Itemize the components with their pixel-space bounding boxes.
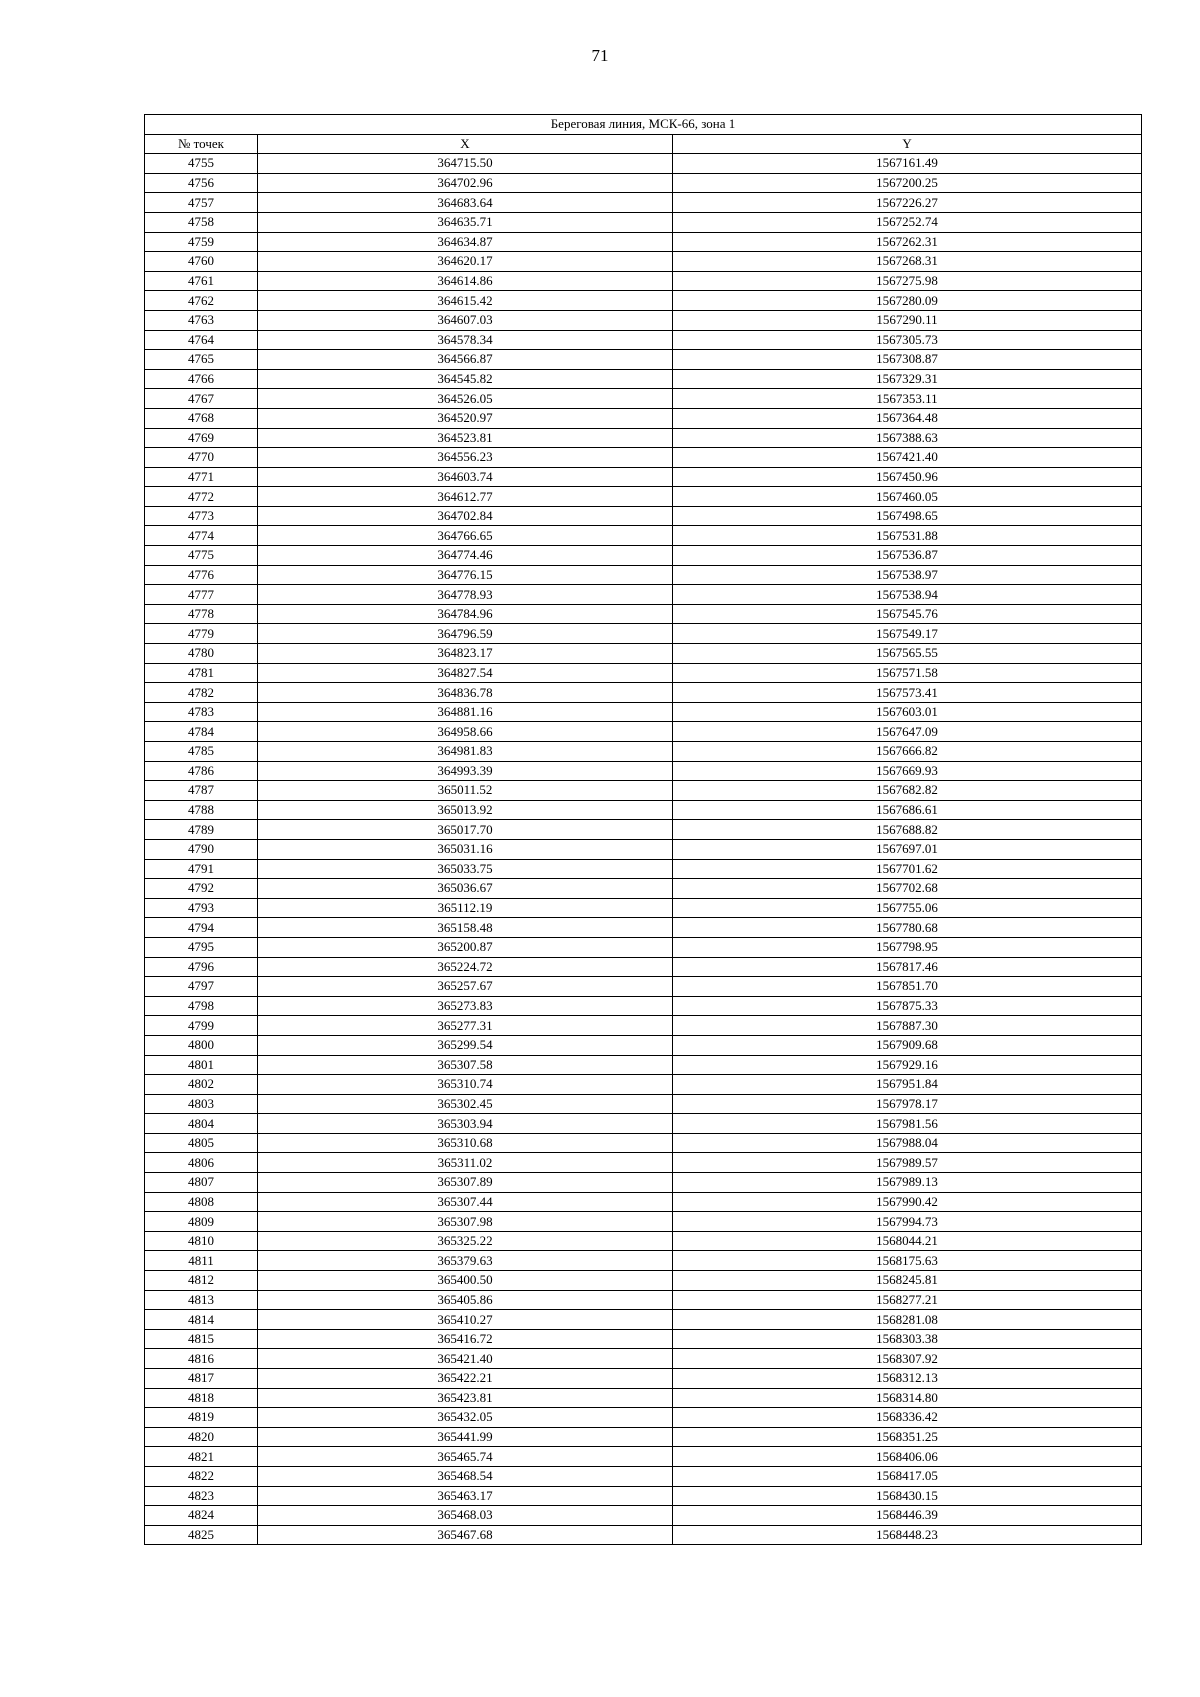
y-cell: 1567565.55	[673, 644, 1142, 664]
point-number-cell: 4784	[145, 722, 258, 742]
table-row	[145, 1153, 1142, 1173]
table-row	[145, 173, 1142, 193]
y-cell: 1567538.97	[673, 565, 1142, 585]
point-number-cell: 4757	[145, 193, 258, 213]
table-row	[145, 1055, 1142, 1075]
y-cell: 1567994.73	[673, 1212, 1142, 1232]
x-cell: 364526.05	[258, 389, 673, 409]
table-row	[145, 839, 1142, 859]
x-cell: 365307.98	[258, 1212, 673, 1232]
point-number-cell: 4788	[145, 800, 258, 820]
y-cell: 1567421.40	[673, 448, 1142, 468]
y-cell: 1567329.31	[673, 369, 1142, 389]
point-number-cell: 4786	[145, 761, 258, 781]
table-row	[145, 722, 1142, 742]
table-row	[145, 1349, 1142, 1369]
table-row	[145, 1094, 1142, 1114]
point-number-cell: 4776	[145, 565, 258, 585]
y-cell: 1568281.08	[673, 1310, 1142, 1330]
y-cell: 1567226.27	[673, 193, 1142, 213]
point-number-cell: 4780	[145, 644, 258, 664]
x-cell: 365405.86	[258, 1290, 673, 1310]
point-number-cell: 4761	[145, 271, 258, 291]
table-row	[145, 448, 1142, 468]
point-number-cell: 4815	[145, 1329, 258, 1349]
x-cell: 365310.68	[258, 1133, 673, 1153]
table-row	[145, 1192, 1142, 1212]
x-cell: 364603.74	[258, 467, 673, 487]
table-row	[145, 624, 1142, 644]
x-cell: 365311.02	[258, 1153, 673, 1173]
point-number-cell: 4779	[145, 624, 258, 644]
table-row	[145, 1251, 1142, 1271]
point-number-cell: 4803	[145, 1094, 258, 1114]
point-number-cell: 4805	[145, 1133, 258, 1153]
table-row	[145, 193, 1142, 213]
point-number-cell: 4759	[145, 232, 258, 252]
table-row	[145, 350, 1142, 370]
table-row	[145, 1016, 1142, 1036]
table-row	[145, 1408, 1142, 1428]
y-cell: 1567647.09	[673, 722, 1142, 742]
table-row	[145, 1271, 1142, 1291]
y-cell: 1568336.42	[673, 1408, 1142, 1428]
point-number-cell: 4775	[145, 546, 258, 566]
point-number-cell: 4782	[145, 683, 258, 703]
point-number-cell: 4773	[145, 506, 258, 526]
x-cell: 365325.22	[258, 1231, 673, 1251]
table-row	[145, 1506, 1142, 1526]
table-row	[145, 1447, 1142, 1467]
table-row	[145, 487, 1142, 507]
table-row	[145, 937, 1142, 957]
table-row	[145, 663, 1142, 683]
y-cell: 1567875.33	[673, 996, 1142, 1016]
point-number-cell: 4817	[145, 1369, 258, 1389]
x-cell: 364578.34	[258, 330, 673, 350]
table-row	[145, 761, 1142, 781]
y-cell: 1567571.58	[673, 663, 1142, 683]
table-row	[145, 1290, 1142, 1310]
table-row	[145, 271, 1142, 291]
table-row	[145, 1466, 1142, 1486]
x-cell: 365410.27	[258, 1310, 673, 1330]
x-cell: 364612.77	[258, 487, 673, 507]
x-cell: 364778.93	[258, 585, 673, 605]
y-cell: 1567887.30	[673, 1016, 1142, 1036]
y-cell: 1568307.92	[673, 1349, 1142, 1369]
point-number-cell: 4823	[145, 1486, 258, 1506]
point-number-cell: 4765	[145, 350, 258, 370]
point-number-cell: 4785	[145, 742, 258, 762]
x-cell: 364615.42	[258, 291, 673, 311]
x-cell: 364784.96	[258, 604, 673, 624]
point-number-cell: 4802	[145, 1075, 258, 1095]
table-row	[145, 820, 1142, 840]
table-row	[145, 1075, 1142, 1095]
point-number-cell: 4818	[145, 1388, 258, 1408]
x-cell: 364715.50	[258, 154, 673, 174]
y-cell: 1567498.65	[673, 506, 1142, 526]
x-cell: 365257.67	[258, 977, 673, 997]
table-row	[145, 252, 1142, 272]
y-cell: 1567200.25	[673, 173, 1142, 193]
y-cell: 1568446.39	[673, 1506, 1142, 1526]
point-number-cell: 4787	[145, 781, 258, 801]
table-row	[145, 918, 1142, 938]
x-cell: 364620.17	[258, 252, 673, 272]
y-cell: 1568245.81	[673, 1271, 1142, 1291]
point-number-cell: 4809	[145, 1212, 258, 1232]
point-number-cell: 4810	[145, 1231, 258, 1251]
point-number-cell: 4822	[145, 1466, 258, 1486]
point-number-cell: 4819	[145, 1408, 258, 1428]
y-cell: 1568175.63	[673, 1251, 1142, 1271]
table-row	[145, 977, 1142, 997]
x-cell: 364774.46	[258, 546, 673, 566]
table-row	[145, 212, 1142, 232]
x-cell: 364766.65	[258, 526, 673, 546]
y-cell: 1567262.31	[673, 232, 1142, 252]
table-row	[145, 1231, 1142, 1251]
y-cell: 1568303.38	[673, 1329, 1142, 1349]
table-row	[145, 702, 1142, 722]
table-row	[145, 585, 1142, 605]
table-row	[145, 800, 1142, 820]
point-number-cell: 4807	[145, 1173, 258, 1193]
point-number-cell: 4792	[145, 879, 258, 899]
x-cell: 364823.17	[258, 644, 673, 664]
x-cell: 365112.19	[258, 898, 673, 918]
y-cell: 1567545.76	[673, 604, 1142, 624]
point-number-cell: 4796	[145, 957, 258, 977]
y-cell: 1567669.93	[673, 761, 1142, 781]
table-row	[145, 1525, 1142, 1545]
x-cell: 365011.52	[258, 781, 673, 801]
y-cell: 1568044.21	[673, 1231, 1142, 1251]
x-cell: 365307.44	[258, 1192, 673, 1212]
point-number-cell: 4820	[145, 1427, 258, 1447]
x-cell: 365299.54	[258, 1035, 673, 1055]
y-cell: 1567275.98	[673, 271, 1142, 291]
point-number-cell: 4795	[145, 937, 258, 957]
y-cell: 1567308.87	[673, 350, 1142, 370]
point-number-cell: 4767	[145, 389, 258, 409]
point-number-cell: 4801	[145, 1055, 258, 1075]
y-cell: 1567798.95	[673, 937, 1142, 957]
y-cell: 1567981.56	[673, 1114, 1142, 1134]
y-cell: 1568417.05	[673, 1466, 1142, 1486]
y-cell: 1567290.11	[673, 310, 1142, 330]
point-number-cell: 4794	[145, 918, 258, 938]
x-cell: 365422.21	[258, 1369, 673, 1389]
table-row	[145, 369, 1142, 389]
y-cell: 1567161.49	[673, 154, 1142, 174]
x-cell: 365158.48	[258, 918, 673, 938]
x-cell: 364881.16	[258, 702, 673, 722]
y-cell: 1567538.94	[673, 585, 1142, 605]
point-number-cell: 4766	[145, 369, 258, 389]
table-title: Береговая линия, МСК-66, зона 1	[145, 115, 1142, 135]
x-cell: 365463.17	[258, 1486, 673, 1506]
x-cell: 364776.15	[258, 565, 673, 585]
x-cell: 365200.87	[258, 937, 673, 957]
point-number-cell: 4760	[145, 252, 258, 272]
y-cell: 1567666.82	[673, 742, 1142, 762]
point-number-cell: 4756	[145, 173, 258, 193]
x-cell: 364827.54	[258, 663, 673, 683]
table-row	[145, 996, 1142, 1016]
x-cell: 365432.05	[258, 1408, 673, 1428]
y-cell: 1568277.21	[673, 1290, 1142, 1310]
y-cell: 1568448.23	[673, 1525, 1142, 1545]
x-cell: 365033.75	[258, 859, 673, 879]
table-row	[145, 1035, 1142, 1055]
point-number-cell: 4816	[145, 1349, 258, 1369]
point-number-cell: 4781	[145, 663, 258, 683]
y-cell: 1567702.68	[673, 879, 1142, 899]
x-cell: 364958.66	[258, 722, 673, 742]
column-header-point-number: № точек	[145, 134, 258, 154]
point-number-cell: 4824	[145, 1506, 258, 1526]
x-cell: 365421.40	[258, 1349, 673, 1369]
y-cell: 1567929.16	[673, 1055, 1142, 1075]
point-number-cell: 4770	[145, 448, 258, 468]
point-number-cell: 4764	[145, 330, 258, 350]
x-cell: 365465.74	[258, 1447, 673, 1467]
y-cell: 1567450.96	[673, 467, 1142, 487]
table-row	[145, 310, 1142, 330]
table-row	[145, 898, 1142, 918]
point-number-cell: 4812	[145, 1271, 258, 1291]
table-row	[145, 957, 1142, 977]
x-cell: 364635.71	[258, 212, 673, 232]
table-header-row	[145, 134, 1142, 154]
y-cell: 1567780.68	[673, 918, 1142, 938]
x-cell: 365441.99	[258, 1427, 673, 1447]
point-number-cell: 4758	[145, 212, 258, 232]
x-cell: 365310.74	[258, 1075, 673, 1095]
y-cell: 1568406.06	[673, 1447, 1142, 1467]
table-title-row	[145, 115, 1142, 135]
point-number-cell: 4768	[145, 408, 258, 428]
y-cell: 1568351.25	[673, 1427, 1142, 1447]
point-number-cell: 4762	[145, 291, 258, 311]
table-row	[145, 526, 1142, 546]
x-cell: 365224.72	[258, 957, 673, 977]
y-cell: 1567951.84	[673, 1075, 1142, 1095]
x-cell: 365277.31	[258, 1016, 673, 1036]
table-row	[145, 1369, 1142, 1389]
y-cell: 1567268.31	[673, 252, 1142, 272]
point-number-cell: 4806	[145, 1153, 258, 1173]
point-number-cell: 4771	[145, 467, 258, 487]
table-row	[145, 1114, 1142, 1134]
x-cell: 364607.03	[258, 310, 673, 330]
table-row	[145, 389, 1142, 409]
y-cell: 1567990.42	[673, 1192, 1142, 1212]
point-number-cell: 4777	[145, 585, 258, 605]
y-cell: 1568312.13	[673, 1369, 1142, 1389]
x-cell: 364702.96	[258, 173, 673, 193]
x-cell: 365036.67	[258, 879, 673, 899]
y-cell: 1567688.82	[673, 820, 1142, 840]
table-row	[145, 781, 1142, 801]
x-cell: 364566.87	[258, 350, 673, 370]
point-number-cell: 4800	[145, 1035, 258, 1055]
point-number-cell: 4769	[145, 428, 258, 448]
point-number-cell: 4821	[145, 1447, 258, 1467]
table-row	[145, 1486, 1142, 1506]
y-cell: 1567817.46	[673, 957, 1142, 977]
x-cell: 364545.82	[258, 369, 673, 389]
x-cell: 364796.59	[258, 624, 673, 644]
y-cell: 1567989.57	[673, 1153, 1142, 1173]
table-row	[145, 565, 1142, 585]
y-cell: 1567755.06	[673, 898, 1142, 918]
point-number-cell: 4783	[145, 702, 258, 722]
x-cell: 365307.89	[258, 1173, 673, 1193]
y-cell: 1567388.63	[673, 428, 1142, 448]
x-cell: 364520.97	[258, 408, 673, 428]
point-number-cell: 4804	[145, 1114, 258, 1134]
column-header-x: X	[258, 134, 673, 154]
point-number-cell: 4763	[145, 310, 258, 330]
y-cell: 1567909.68	[673, 1035, 1142, 1055]
x-cell: 365467.68	[258, 1525, 673, 1545]
y-cell: 1567252.74	[673, 212, 1142, 232]
y-cell: 1567460.05	[673, 487, 1142, 507]
table-row	[145, 742, 1142, 762]
point-number-cell: 4797	[145, 977, 258, 997]
y-cell: 1567549.17	[673, 624, 1142, 644]
table-row	[145, 1427, 1142, 1447]
page-number: 71	[591, 46, 609, 65]
table-row	[145, 408, 1142, 428]
table-row	[145, 154, 1142, 174]
y-cell: 1567536.87	[673, 546, 1142, 566]
y-cell: 1567989.13	[673, 1173, 1142, 1193]
point-number-cell: 4755	[145, 154, 258, 174]
y-cell: 1567988.04	[673, 1133, 1142, 1153]
table-row	[145, 232, 1142, 252]
point-number-cell: 4813	[145, 1290, 258, 1310]
x-cell: 364836.78	[258, 683, 673, 703]
point-number-cell: 4774	[145, 526, 258, 546]
x-cell: 364981.83	[258, 742, 673, 762]
point-number-cell: 4791	[145, 859, 258, 879]
x-cell: 365400.50	[258, 1271, 673, 1291]
y-cell: 1567851.70	[673, 977, 1142, 997]
point-number-cell: 4793	[145, 898, 258, 918]
table-row	[145, 291, 1142, 311]
x-cell: 365031.16	[258, 839, 673, 859]
table-row	[145, 604, 1142, 624]
x-cell: 365423.81	[258, 1388, 673, 1408]
x-cell: 364614.86	[258, 271, 673, 291]
y-cell: 1568430.15	[673, 1486, 1142, 1506]
y-cell: 1567686.61	[673, 800, 1142, 820]
point-number-cell: 4790	[145, 839, 258, 859]
table-row	[145, 1173, 1142, 1193]
table-row	[145, 1388, 1142, 1408]
x-cell: 365307.58	[258, 1055, 673, 1075]
table-row	[145, 330, 1142, 350]
point-number-cell: 4772	[145, 487, 258, 507]
y-cell: 1567573.41	[673, 683, 1142, 703]
table-row	[145, 879, 1142, 899]
table-row	[145, 506, 1142, 526]
table-row	[145, 859, 1142, 879]
x-cell: 364556.23	[258, 448, 673, 468]
table-body	[145, 154, 1142, 1545]
column-header-y: Y	[673, 134, 1142, 154]
y-cell: 1567682.82	[673, 781, 1142, 801]
point-number-cell: 4778	[145, 604, 258, 624]
x-cell: 365468.03	[258, 1506, 673, 1526]
point-number-cell: 4811	[145, 1251, 258, 1271]
table-row	[145, 644, 1142, 664]
x-cell: 365468.54	[258, 1466, 673, 1486]
y-cell: 1567531.88	[673, 526, 1142, 546]
x-cell: 365273.83	[258, 996, 673, 1016]
x-cell: 364702.84	[258, 506, 673, 526]
y-cell: 1567353.11	[673, 389, 1142, 409]
x-cell: 364523.81	[258, 428, 673, 448]
y-cell: 1568314.80	[673, 1388, 1142, 1408]
point-number-cell: 4798	[145, 996, 258, 1016]
y-cell: 1567701.62	[673, 859, 1142, 879]
point-number-cell: 4799	[145, 1016, 258, 1036]
table-row	[145, 546, 1142, 566]
x-cell: 365302.45	[258, 1094, 673, 1114]
x-cell: 365379.63	[258, 1251, 673, 1271]
table-row	[145, 467, 1142, 487]
x-cell: 365013.92	[258, 800, 673, 820]
table-row	[145, 428, 1142, 448]
coordinates-table	[144, 114, 1142, 1545]
point-number-cell: 4825	[145, 1525, 258, 1545]
y-cell: 1567305.73	[673, 330, 1142, 350]
y-cell: 1567280.09	[673, 291, 1142, 311]
table-row	[145, 1133, 1142, 1153]
x-cell: 365017.70	[258, 820, 673, 840]
y-cell: 1567697.01	[673, 839, 1142, 859]
x-cell: 364683.64	[258, 193, 673, 213]
table-row	[145, 683, 1142, 703]
y-cell: 1567603.01	[673, 702, 1142, 722]
point-number-cell: 4808	[145, 1192, 258, 1212]
x-cell: 365416.72	[258, 1329, 673, 1349]
y-cell: 1567978.17	[673, 1094, 1142, 1114]
table-row	[145, 1310, 1142, 1330]
x-cell: 365303.94	[258, 1114, 673, 1134]
y-cell: 1567364.48	[673, 408, 1142, 428]
table-row	[145, 1329, 1142, 1349]
point-number-cell: 4814	[145, 1310, 258, 1330]
x-cell: 364634.87	[258, 232, 673, 252]
x-cell: 364993.39	[258, 761, 673, 781]
point-number-cell: 4789	[145, 820, 258, 840]
table-row	[145, 1212, 1142, 1232]
